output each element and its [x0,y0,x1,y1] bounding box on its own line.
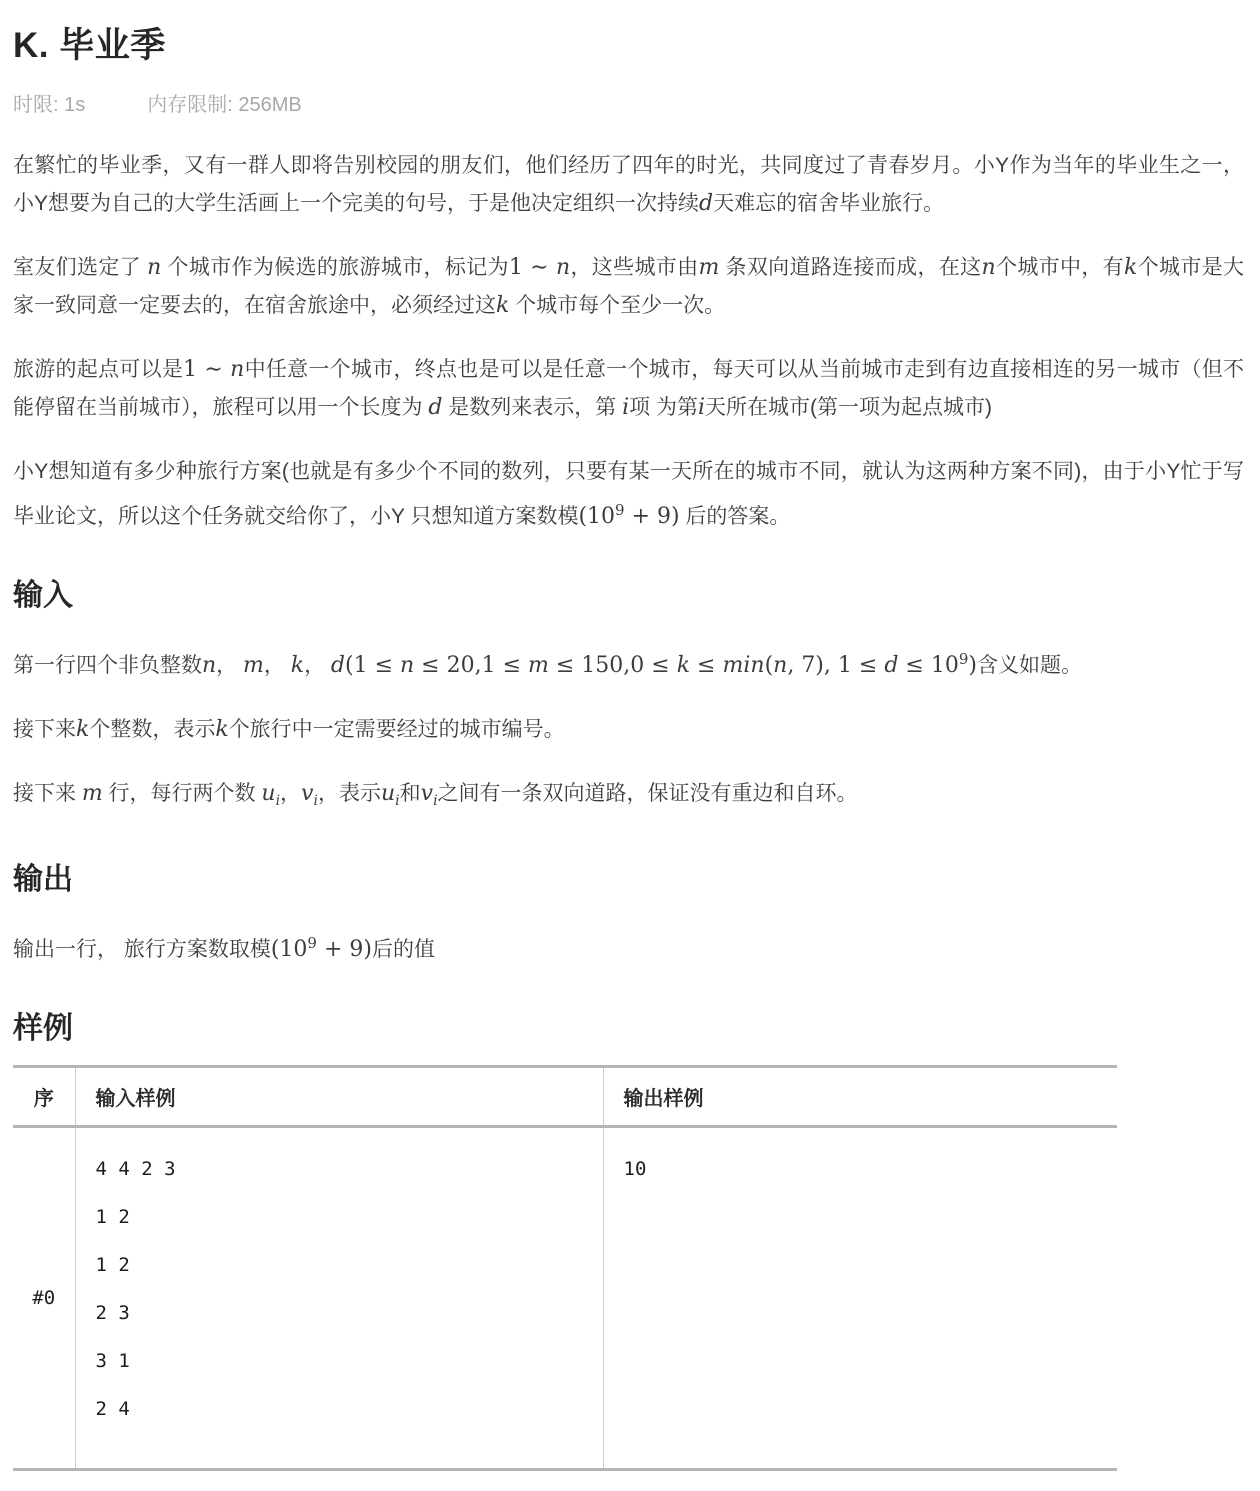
sample-row-0 [13,1127,1117,1470]
input-paragraph-3: 接下来 m 行，每行两个数 $u_i$，$v_i$，表示$u_i$和$v_i$之间有一条双向道路，保证没有重边和自环。 [13,781,858,810]
memory-limit-label: 内存限制: 256MB [147,94,302,116]
input-section-heading: 输入 [13,579,73,612]
sample-input-cell: 4 4 2 3 1 2 1 2 2 3 3 1 2 4 [75,1127,603,1470]
statement-paragraph-4: 小Y想知道有多少种旅行方案(也就是有多少个不同的数列，只要有某一天所在的城市不同，就认为这两种方案不同)，由于小Y忙于写毕业论文，所以这个任务就交给你了，小Y 只想知道方案数模$(10^9 + 9)$ 后的答案。 [13,460,1244,529]
sample-col-index-header: 序 [13,1067,75,1127]
sample-table [13,1065,1117,1471]
output-paragraph-1: 输出一行， 旅行方案数取模$(10^9 + 9)$后的值 [13,934,435,963]
sample-output-cell: 10 [603,1127,1117,1470]
sample-col-output-header: 输出样例 [603,1067,1117,1127]
input-paragraph-1: 第一行四个非负整数n， m， k， d(1 ≤ n ≤ 20,1 ≤ m ≤ 150,0 ≤ k ≤ min(n, 7), $1 \le d \le 10^9$)含义如题。 [13,650,1082,678]
statement-paragraph-1: 在繁忙的毕业季，又有一群人即将告别校园的朋友们，他们经历了四年的时光，共同度过了青春岁月。小Y作为当年的毕业生之一，小Y想要为自己的大学生活画上一个完美的句号，于是他决定组织一次持续d天难忘的宿舍毕业旅行。 [13,154,1244,216]
problem-meta [13,88,1244,117]
sample-table-header-row [13,1067,1117,1127]
output-section-heading: 输出 [13,863,73,897]
statement-paragraph-2: 室友们选定了 n 个城市作为候选的旅游城市，标记为1 ∼ n，这些城市由m 条双向道路连接而成，在这n个城市中，有k个城市是大家一致同意一定要去的，在宿舍旅途中，必须经过这k 个城市每个至少一次。 [13,255,1245,318]
problem-title: K. 毕业季 [13,26,166,65]
time-limit-label: 时限: 1s [13,94,86,116]
statement-paragraph-3: 旅游的起点可以是1 ∼ n中任意一个城市，终点也是可以是任意一个城市，每天可以从当前城市走到有边直接相连的另一城市（但不能停留在当前城市），旅程可以用一个长度为 d 是数列来表示，第 i项 为第i天所在城市(第一项为起点城市) [13,357,1245,420]
input-paragraph-2: 接下来k个整数，表示k个旅行中一定需要经过的城市编号。 [13,717,565,742]
sample-row-index: #0 [13,1127,75,1470]
sample-col-input-header: 输入样例 [75,1067,603,1127]
samples-section-heading: 样例 [13,1012,73,1046]
